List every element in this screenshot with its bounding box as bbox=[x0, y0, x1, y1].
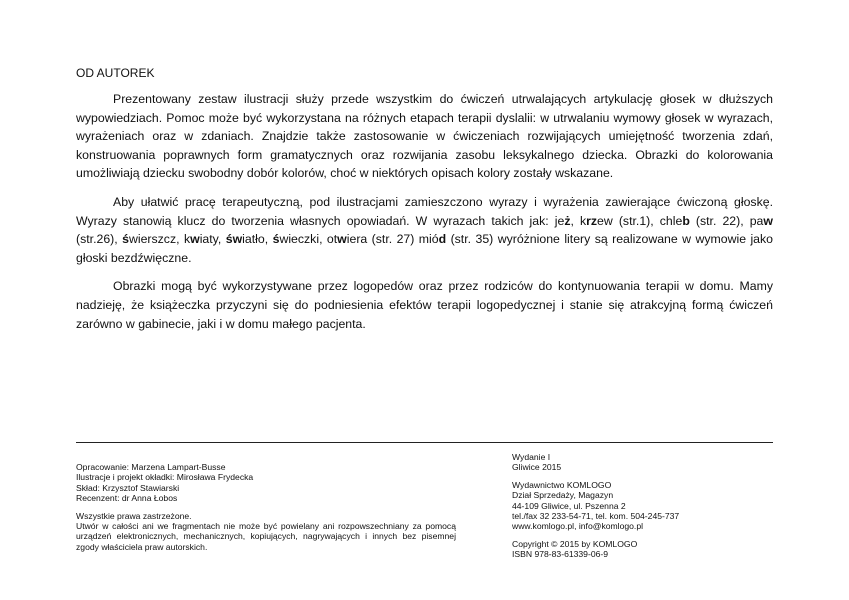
highlighted-letter: św bbox=[225, 232, 243, 247]
paragraph-3: Obrazki mogą być wykorzystywane przez logopedów oraz przez rodziców do kontynuowania terapii w domu. Mamy nadzieję, że książeczka przyczyni się do podniesienia efektów terapii logopedycznej i stanie się atrakcyjną formą ćwiczeń zarówno w gabinecie, jaki i w domu małego pacjenta. bbox=[76, 279, 773, 331]
edition-block bbox=[512, 452, 772, 473]
edition: Wydanie I bbox=[512, 452, 551, 462]
typesetting-credit: Skład: Krzysztof Stawiarski bbox=[76, 482, 180, 493]
highlighted-letter: rz bbox=[586, 213, 598, 228]
publisher-column bbox=[512, 452, 772, 567]
highlighted-letter: ż bbox=[564, 213, 571, 228]
highlighted-letter: d bbox=[438, 232, 447, 247]
illustrations-credit: Ilustracje i projekt okładki: Mirosława Frydecka bbox=[76, 472, 254, 483]
publisher-contact-block bbox=[512, 480, 772, 532]
footer-divider bbox=[76, 442, 773, 443]
example-word: chleb (str. 22), bbox=[653, 213, 744, 228]
publisher-address: 44-109 Gliwice, ul. Pszenna 2 bbox=[512, 500, 626, 511]
highlighted-letter: b bbox=[682, 213, 690, 228]
isbn: ISBN 978-83-61339-06-9 bbox=[512, 549, 609, 560]
place-year: Gliwice 2015 bbox=[512, 462, 562, 473]
copyright-line: Copyright © 2015 by KOMLOGO bbox=[512, 538, 638, 549]
example-word: kwiaty, bbox=[179, 232, 222, 247]
example-word: miód (str. 35) bbox=[414, 232, 494, 247]
publisher-name: Wydawnictwo KOMLOGO bbox=[512, 479, 612, 490]
highlighted-letter: w bbox=[190, 232, 200, 247]
credits-column bbox=[76, 462, 456, 559]
credits-block bbox=[76, 462, 456, 504]
author-credit: Opracowanie: Marzena Lampart-Busse bbox=[76, 462, 226, 472]
example-word: paw (str.26), bbox=[76, 213, 773, 247]
paragraph-1: Prezentowany zestaw ilustracji służy przede wszystkim do ćwiczeń utrwalających artykulację głosek w dłuższych wypowiedziach. Pomoc może być wykorzystana na różnych etapach terapii dyslalii: w utrwalaniu wymowy głosek w wyrazach, wyrażeniach oraz w zdaniach. Znajdzie także zastosowanie w ćwiczeniach rozwijających umiejętność tworzenia zdań, konstruowania poprawnych form gramatycznych oraz rozwijania zasobu leksykalnego dziecka. Obrazki do kolorowania umożliwiają dziecku swobodny dobór kolorów, choć w niektórych opisach kolory zostały wskazane. bbox=[76, 92, 773, 181]
example-word: świeczki, bbox=[272, 232, 323, 247]
example-word: krzew (str.1), bbox=[573, 213, 654, 228]
paragraph-2-intro: Aby ułatwić pracę terapeutyczną, pod ilustracjami zamieszczono wyrazy i wyrażenia zawierające ćwiczoną głoskę. Wyrazy stanowią klucz do tworzenia własnych opowiadań. W wyrazach takich jak: bbox=[76, 194, 773, 228]
publisher-department: Dział Sprzedaży, Magazyn bbox=[512, 490, 614, 501]
section-heading: OD AUTOREK bbox=[76, 66, 155, 80]
paragraph-2-outro: wyróżnione litery są realizowane w wymowie jako głoski bezdźwięczne. bbox=[76, 232, 774, 265]
paragraph-2 bbox=[76, 193, 773, 267]
example-word: światło, bbox=[225, 232, 269, 247]
highlighted-letter: ś bbox=[122, 232, 129, 247]
highlighted-letter: w bbox=[337, 232, 347, 247]
publisher-web: www.komlogo.pl, info@komlogo.pl bbox=[512, 521, 644, 532]
body-text bbox=[76, 90, 773, 343]
example-word: otwiera (str. 27) bbox=[322, 232, 415, 247]
copyright-block bbox=[512, 539, 772, 560]
example-word: świerszcz, bbox=[122, 232, 180, 247]
rights-reserved: Wszystkie prawa zastrzeżone. bbox=[76, 510, 192, 521]
highlighted-letter: ś bbox=[272, 232, 280, 247]
rights-block bbox=[76, 511, 456, 553]
publisher-phone: tel./fax 32 233-54-71, tel. kom. 504-245-737 bbox=[512, 511, 680, 522]
highlighted-letter: w bbox=[763, 213, 773, 228]
copyright-notice: Utwór w całości ani we fragmentach nie może być powielany ani rozpowszechniany za pomocą urządzeń elektronicznych, mechanicznych, kopiujących, nagrywających i innych bez pisemnej zgody właściciela praw autorskich. bbox=[76, 521, 456, 552]
example-word: jeż, bbox=[548, 213, 574, 228]
reviewer-credit: Recenzent: dr Anna Łobos bbox=[76, 493, 178, 504]
